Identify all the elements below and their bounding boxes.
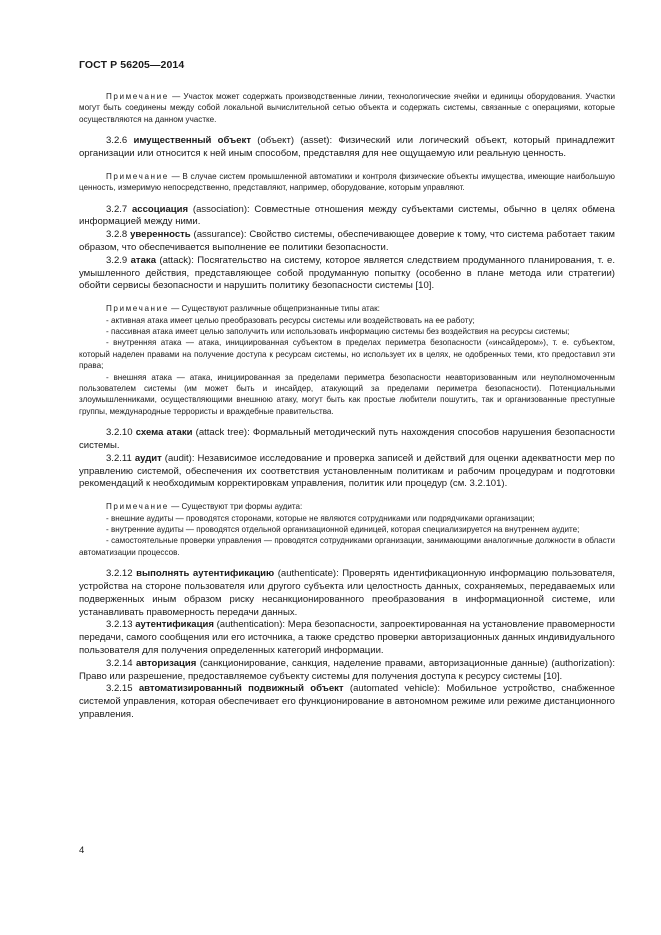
note-text <box>79 501 615 512</box>
term-name: аудит <box>134 452 162 464</box>
term-definition <box>79 453 615 491</box>
term-number: 3.2.7 <box>106 203 128 215</box>
note-label: Примечание <box>106 92 169 101</box>
note-label: Примечание <box>106 304 169 314</box>
document-body <box>79 91 615 722</box>
note-list-item: - внешние аудиты — проводятся сторонами, которые не являются сотрудниками или подрядчиками организации; <box>106 513 535 523</box>
term-name: атака <box>130 254 157 266</box>
term-definition <box>79 135 615 161</box>
term-number: 3.2.8 <box>106 229 128 241</box>
note-list-item: - внешняя атака — атака, инициированная за пределами периметра безопасности неавторизованным или неуполномоченным пользователем системы (им может быть и инсайдер, атакующий за пределами периметра безопасности). Потенциальными злоумышленниками, осуществляющими внешнюю атаку, могут быть как простые любители пошутить, так и организованные преступные группы, международные террористы и враждебные правительства. <box>79 372 615 416</box>
term-text: (association): Совместные отношения между субъектами системы, обычно в целях обмена информацией между ними. <box>79 203 615 228</box>
note-label: Примечание <box>106 502 169 512</box>
term-name: автоматизированный подвижный объект <box>138 683 344 695</box>
term-definition <box>79 255 615 293</box>
note-block <box>79 91 615 125</box>
note-list-item: - активная атака имеет целью преобразовать ресурсы системы или воздействовать на ее работу; <box>106 315 475 325</box>
note-line: Существуют различные общепризнанные типы атак: <box>181 304 380 314</box>
note-list-item: - внутренняя атака — атака, инициированная субъектом в пределах периметра безопасности («инсайдером»), т. е. субъектом, который наделен правами на получение доступа к ресурсам системы, но использует их в целях, не одобренных теми, кто предоставил эти права; <box>79 338 615 371</box>
note-dash: — <box>168 304 182 314</box>
term-text: (санкционирование, санкция, наделение правами, авторизационные данные) (authorization): Право или разрешение, предоставляемое субъекту системы для получения доступа к ресурсу системы [10]. <box>79 657 616 682</box>
note-list-item: - пассивная атака имеет целью заполучить или использовать информацию системы без воздействия на ресурсы системы; <box>106 327 570 337</box>
term-number: 3.2.11 <box>106 452 132 464</box>
term-number: 3.2.15 <box>106 683 133 695</box>
note-label: Примечание <box>106 171 169 181</box>
page-header: ГОСТ Р 56205—2014 <box>79 59 185 71</box>
term-definition <box>79 683 615 721</box>
term-name: имущественный объект <box>133 135 252 147</box>
term-definition <box>79 658 615 684</box>
term-number: 3.2.14 <box>106 657 133 669</box>
term-definition <box>79 229 615 255</box>
note-line: В случае систем промышленной автоматики и контроля физические объекты имущества, имеющие наибольшую ценность, измеримую непосредственно, представляют, например, оборудование, которым управляют. <box>79 171 616 193</box>
term-definition <box>79 204 615 230</box>
term-text: (объект) (asset): Физический или логический объект, который принадлежит организации или относится к ней иным способом, представляя для нее ощущаемую или реальную ценность. <box>79 135 615 160</box>
note-line: Участок может содержать производственные линии, технологические ячейки и единицы оборудования. Участки могут быть соединены между собой локальной вычислительной сетью объекта и содержать системы, связанные с операциями, которые осуществляются на данном участке. <box>79 92 615 124</box>
note-block <box>79 501 615 558</box>
term-number: 3.2.6 <box>106 135 128 147</box>
term-text: (authenticate): Проверять идентификационную информацию пользователя, устройства на стороне пользователя или другого субъекта или целостность данных, сохраняемых, передаваемых или подверженных иным образом риску несанкционированного преобразования в информационной системе, или устанавливать правомерность передачи данных. <box>79 568 615 618</box>
note-dash: — <box>168 171 183 181</box>
term-name: авторизация <box>135 657 197 669</box>
term-name: схема атаки <box>135 427 193 439</box>
term-text: (assurance): Свойство системы, обеспечивающее доверие к тому, что система работает таким образом, что обеспечивается выполнение ее политики безопасности. <box>79 229 615 254</box>
note-dash: — <box>168 502 182 512</box>
note-text <box>79 91 615 125</box>
term-name: уверенность <box>130 229 191 241</box>
term-name: аутентификация <box>135 619 214 631</box>
term-text: (attack): Посягательство на систему, которое является следствием продуманного планирования, т. е. умышленного действия, представляющее собой продуманную попытку (особенно в плане метода или стратегии) обойти сервисы безопасности и нарушить политику безопасности системы [10]. <box>79 254 615 292</box>
term-definition <box>79 427 615 453</box>
term-name: ассоциация <box>132 203 189 215</box>
term-text: (automated vehicle): Мобильное устройство, снабженное системой управления, которая обеспечивает его функционирование в автономном режиме или режиме дистанционного управления. <box>79 683 615 721</box>
note-block <box>79 171 615 194</box>
note-text <box>79 303 615 314</box>
note-dash: — <box>168 92 184 101</box>
note-list-item: - самостоятельные проверки управления — проводятся сотрудниками организации, занимающими аналогичные должности в области автоматизации процессов. <box>79 536 615 557</box>
term-number: 3.2.10 <box>106 427 133 439</box>
term-text: (audit): Независимое исследование и проверка записей и действий для оценки адекватности мер по управлению системой, обеспечения их соответствия установленным политикам и рабочим процедурам и подготовки рекомендаций к необходимым корректировкам управления, политик или процедур (см. 3.2.101). <box>79 452 615 490</box>
note-list-item: - внутренние аудиты — проводятся отдельной организационной единицей, которая специализируется на внутреннем аудите; <box>106 525 580 535</box>
page-number: 4 <box>79 845 85 856</box>
term-number: 3.2.13 <box>106 619 133 631</box>
note-text <box>79 171 615 194</box>
term-number: 3.2.9 <box>106 254 128 266</box>
term-number: 3.2.12 <box>106 568 133 580</box>
note-line: Существуют три формы аудита: <box>181 502 303 512</box>
term-definition <box>79 568 615 619</box>
term-definition <box>79 619 615 657</box>
term-name: выполнять аутентификацию <box>136 568 275 580</box>
term-text: (authentication): Мера безопасности, запроектированная на установление правомерности передачи, самого сообщения или его источника, а также средство проверки авторизационных данных индивидуального пользователя для получения определенных категорий информации. <box>79 619 616 657</box>
note-block <box>79 303 615 417</box>
term-text: (attack tree): Формальный методический путь нахождения способов нарушения безопасности системы. <box>79 427 615 452</box>
